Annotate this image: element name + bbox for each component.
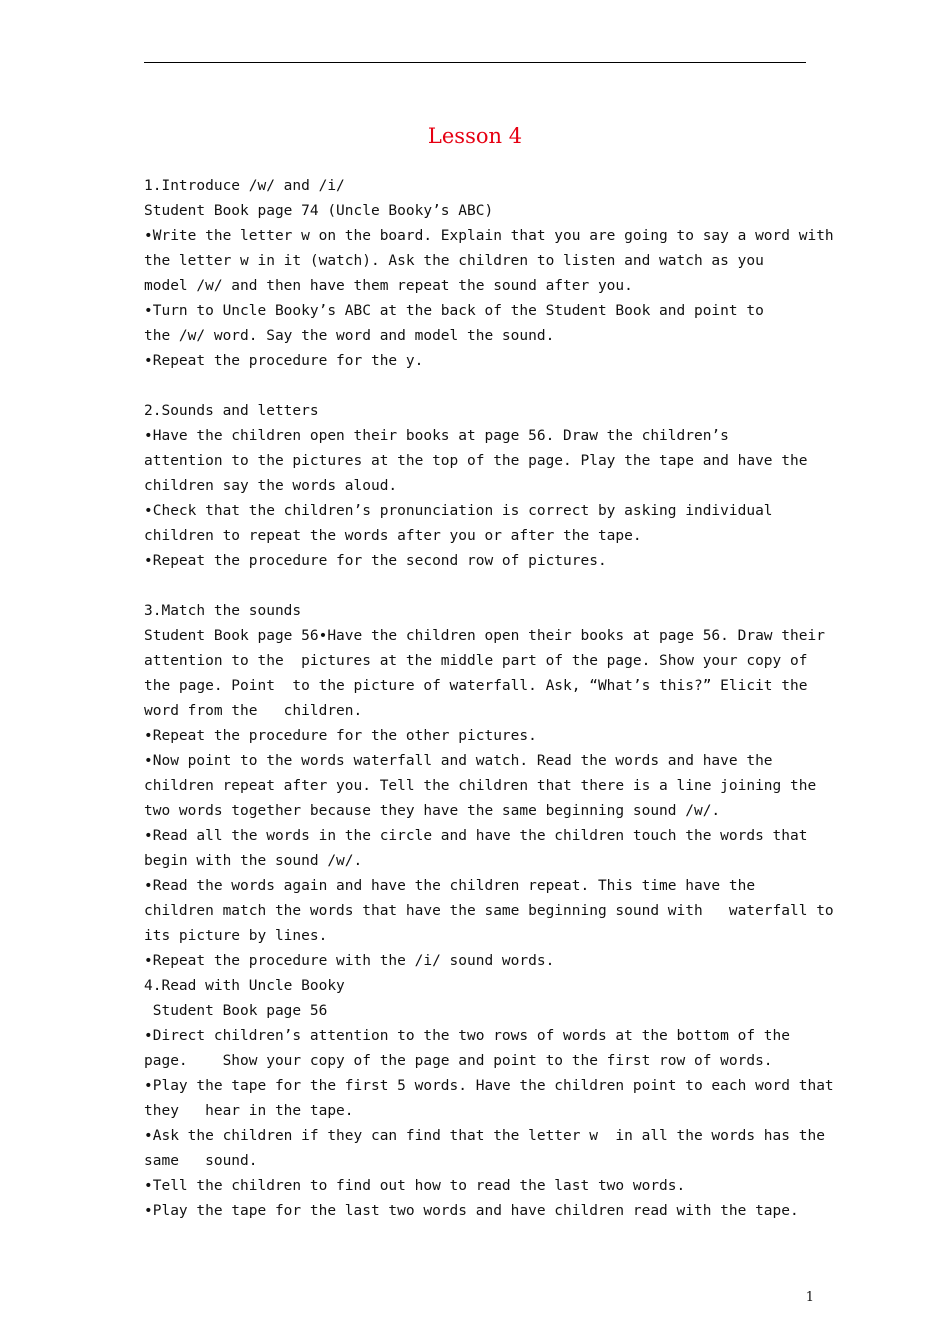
text-line: they hear in the tape. [144, 1103, 354, 1119]
text-line: page. Show your copy of the page and point to the first row of words. [144, 1053, 773, 1069]
text-line: •Repeat the procedure for the other pictures. [144, 728, 537, 744]
text-line: •Repeat the procedure for the y. [144, 353, 424, 369]
text-line: the page. Point to the picture of waterfall. Ask, “What’s this?” Elicit the [144, 678, 808, 694]
page-number: 1 [805, 1290, 814, 1305]
text-line: attention to the pictures at the top of the page. Play the tape and have the [144, 453, 808, 469]
text-line: •Repeat the procedure with the /i/ sound words. [144, 953, 555, 969]
text-line: children say the words aloud. [144, 478, 398, 494]
text-line: •Turn to Uncle Booky’s ABC at the back of the Student Book and point to [144, 303, 764, 319]
text-line: attention to the pictures at the middle part of the page. Show your copy of [144, 653, 808, 669]
text-line: •Play the tape for the first 5 words. Have the children point to each word that [144, 1078, 834, 1094]
text-line: word from the children. [144, 703, 363, 719]
text-line: •Read all the words in the circle and have the children touch the words that [144, 828, 808, 844]
text-line: 4.Read with Uncle Booky [144, 978, 345, 994]
text-line: its picture by lines. [144, 928, 328, 944]
blank-line [144, 574, 824, 599]
header-rule [144, 62, 806, 63]
text-line: the /w/ word. Say the word and model the sound. [144, 328, 555, 344]
text-line: Student Book page 56 [144, 1003, 328, 1019]
text-line: two words together because they have the same beginning sound /w/. [144, 803, 721, 819]
text-line: same sound. [144, 1153, 258, 1169]
text-line: •Tell the children to find out how to read the last two words. [144, 1178, 686, 1194]
lesson-body [144, 174, 834, 1224]
text-line: children to repeat the words after you or after the tape. [144, 528, 642, 544]
text-line: the letter w in it (watch). Ask the children to listen and watch as you [144, 253, 764, 269]
text-line: •Have the children open their books at page 56. Draw the children’s [144, 428, 729, 444]
text-line: 2.Sounds and letters [144, 403, 319, 419]
text-line: •Write the letter w on the board. Explain that you are going to say a word with [144, 228, 834, 244]
text-line: 1.Introduce /w/ and /i/ [144, 178, 345, 194]
text-line: •Repeat the procedure for the second row of pictures. [144, 553, 607, 569]
blank-line [144, 374, 824, 399]
text-line: •Direct children’s attention to the two rows of words at the bottom of the [144, 1028, 791, 1044]
text-line: begin with the sound /w/. [144, 853, 363, 869]
text-line: •Now point to the words waterfall and watch. Read the words and have the [144, 753, 773, 769]
text-line: Student Book page 56•Have the children open their books at page 56. Draw their [144, 628, 825, 644]
text-line: Student Book page 74 (Uncle Booky’s ABC) [144, 203, 494, 219]
text-line: •Ask the children if they can find that the letter w in all the words has the [144, 1128, 825, 1144]
page-title: Lesson 4 [427, 124, 523, 148]
text-line: •Check that the children’s pronunciation is correct by asking individual [144, 503, 773, 519]
text-line: 3.Match the sounds [144, 603, 302, 619]
text-line: children match the words that have the same beginning sound with waterfall to [144, 903, 834, 919]
text-line: •Play the tape for the last two words and have children read with the tape. [144, 1203, 799, 1219]
text-line: •Read the words again and have the children repeat. This time have the [144, 878, 756, 894]
text-line: model /w/ and then have them repeat the sound after you. [144, 278, 633, 294]
text-line: children repeat after you. Tell the children that there is a line joining the [144, 778, 817, 794]
